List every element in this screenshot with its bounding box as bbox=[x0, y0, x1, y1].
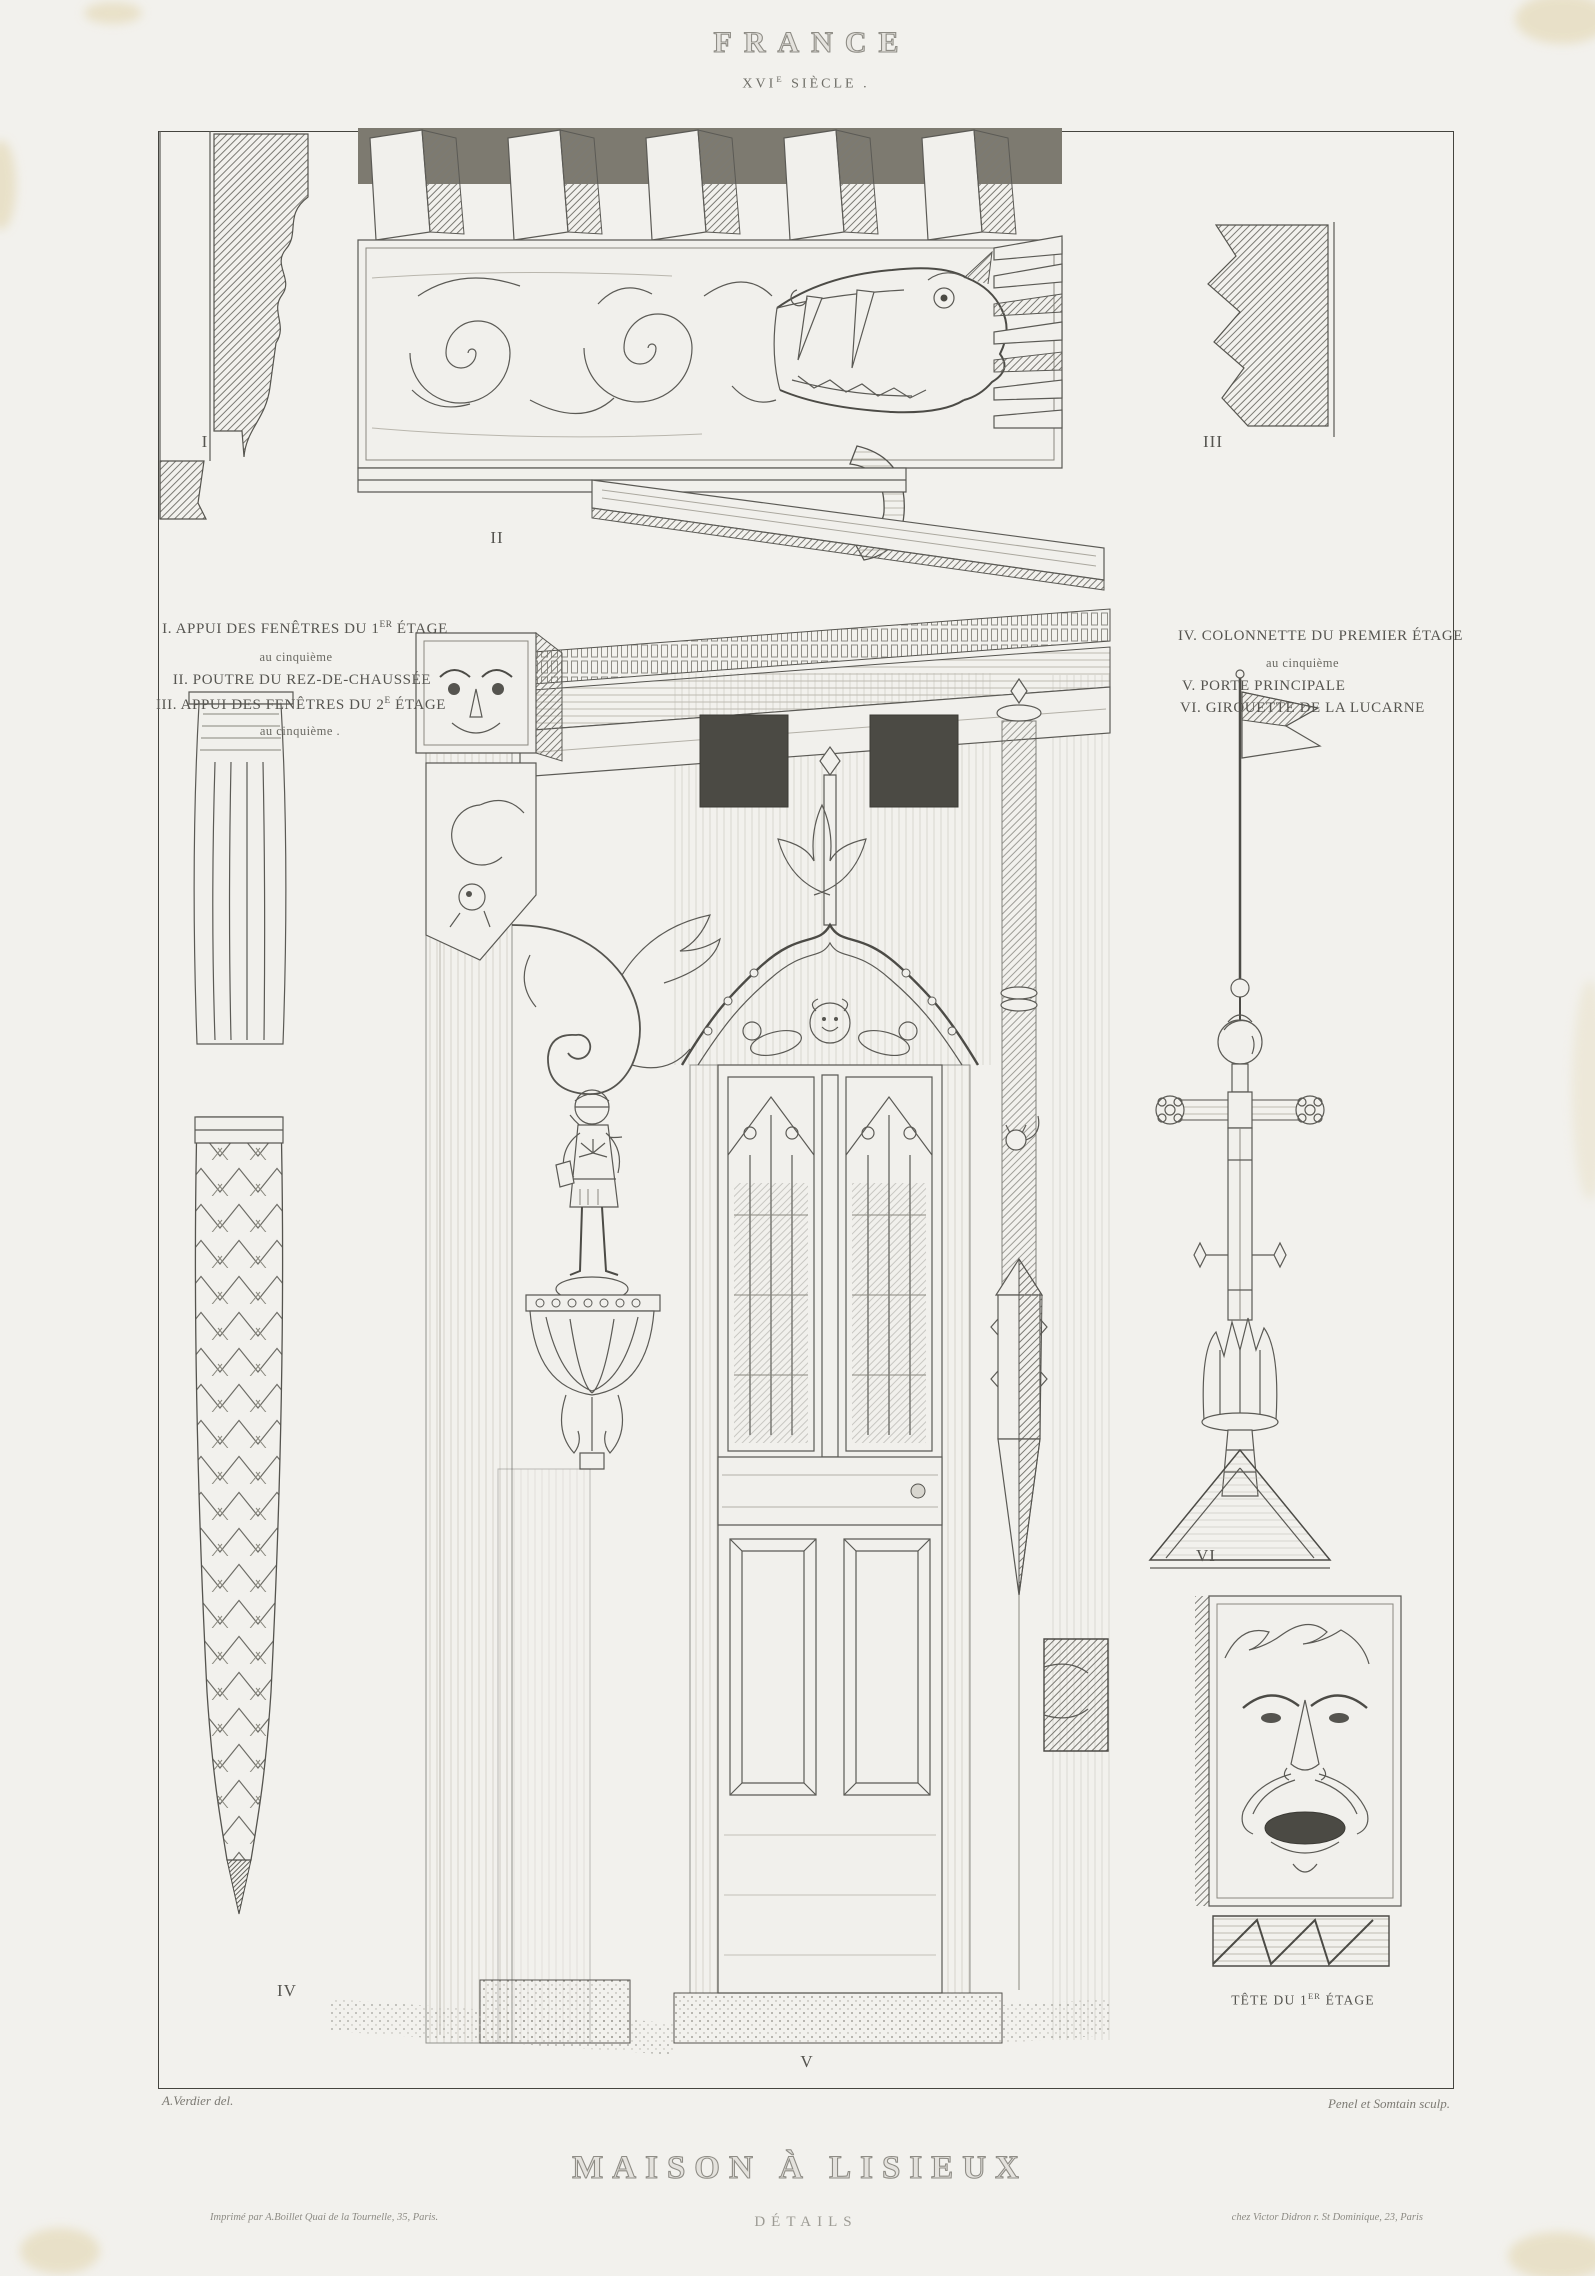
cross-arms-with-rosettes bbox=[1156, 1092, 1324, 1128]
plate-subtitle: DÉTAILS bbox=[754, 2214, 858, 2230]
figure-vi-weathervane-engraving bbox=[1140, 650, 1355, 1575]
head-caption: TÊTE DU 1ER ÉTAGE bbox=[1231, 1992, 1375, 2008]
legend-left-line3: II. POUTRE DU REZ-DE-CHAUSSÉE bbox=[172, 672, 432, 688]
figure-label-i: I bbox=[201, 432, 209, 451]
weathervane-rod bbox=[1218, 979, 1262, 1092]
legend-right-line3: V. PORTE PRINCIPALE bbox=[1182, 678, 1346, 694]
figure-iii-moulding-profile-engraving bbox=[1188, 222, 1338, 437]
figure-label-vi: VI bbox=[1196, 1546, 1216, 1565]
figure-ii-carved-beam-engraving bbox=[352, 128, 1108, 573]
scan-stain bbox=[1508, 2232, 1595, 2276]
lock-rail bbox=[718, 1457, 942, 1525]
scan-stain bbox=[1572, 980, 1595, 1200]
engraver-credit: Penel et Somtain sculp. bbox=[1327, 2096, 1450, 2111]
dormer-gable-roof bbox=[1150, 1450, 1330, 1568]
dragon-bracket bbox=[426, 763, 536, 960]
figure-i-moulding-profile-engraving bbox=[158, 131, 313, 521]
carved-head-block bbox=[1209, 1596, 1401, 1906]
figure-label-v: V bbox=[800, 2052, 814, 2071]
figure-grotesque-head-engraving bbox=[1195, 1588, 1420, 1978]
colonnette-upper-segment bbox=[189, 692, 293, 1044]
legend-left-line4: III. APPUI DES FENÊTRES DU $2^E$ ÉTAGE bbox=[155, 696, 447, 713]
scan-stain bbox=[1515, 0, 1595, 44]
figure-label-iii: III bbox=[1203, 432, 1223, 451]
artist-credit: A.Verdier del. bbox=[162, 2093, 234, 2108]
scan-stain bbox=[84, 2, 142, 24]
colonnette-lower-segment bbox=[195, 1117, 283, 1914]
moulding-profile-section bbox=[1208, 222, 1334, 437]
stone-corbel bbox=[1044, 1639, 1108, 1751]
page-subtitle: $XVI^E$ SIÈCLE . bbox=[742, 74, 870, 92]
figure-v-main-door-engraving bbox=[330, 595, 1110, 2070]
legend-left-line1: I. APPUI DES FENÊTRES DU 1ER ÉTAGE bbox=[162, 620, 448, 637]
gadrooned-capital bbox=[526, 1277, 660, 1469]
moulding-profile-section bbox=[160, 131, 308, 519]
plate-title: MAISON À LISIEUX bbox=[572, 2150, 1028, 2186]
figure-iv-colonnette-engraving bbox=[163, 692, 318, 1967]
legend-left-line5: au cinquième . bbox=[259, 724, 341, 738]
legend-right-line4: VI. GIROUETTE DE LA LUCARNE bbox=[1180, 700, 1425, 716]
page-title: FRANCE bbox=[713, 26, 911, 59]
leaf-crown-capital bbox=[1202, 1318, 1278, 1431]
chevron-band bbox=[1213, 1916, 1389, 1966]
publisher-imprint: chez Victor Didron r. St Dominique, 23, Paris bbox=[1231, 2212, 1423, 2223]
legend-right-line1: IV. COLONNETTE DU PREMIER ÉTAGE bbox=[1178, 628, 1464, 644]
frame-shadow bbox=[1195, 1596, 1209, 1906]
statue-of-man bbox=[556, 1090, 620, 1275]
vane-shaft bbox=[1194, 1128, 1286, 1320]
figure-label-iv: IV bbox=[277, 1981, 297, 2000]
wood-background bbox=[1048, 675, 1110, 2040]
printer-imprint: Imprimé par A.Boillet Quai de la Tournelle, 35, Paris. bbox=[210, 2212, 439, 2223]
right-colonnette bbox=[991, 679, 1047, 1990]
legend-right-line2: au cinquième bbox=[1266, 656, 1339, 670]
lower-pilaster bbox=[480, 1469, 630, 2043]
door-leaf bbox=[690, 1065, 970, 1993]
figure-label-ii: II bbox=[490, 528, 504, 547]
scan-stain bbox=[0, 140, 16, 230]
legend-left-line2: au cinquième bbox=[259, 650, 333, 664]
scan-stain bbox=[20, 2228, 100, 2274]
